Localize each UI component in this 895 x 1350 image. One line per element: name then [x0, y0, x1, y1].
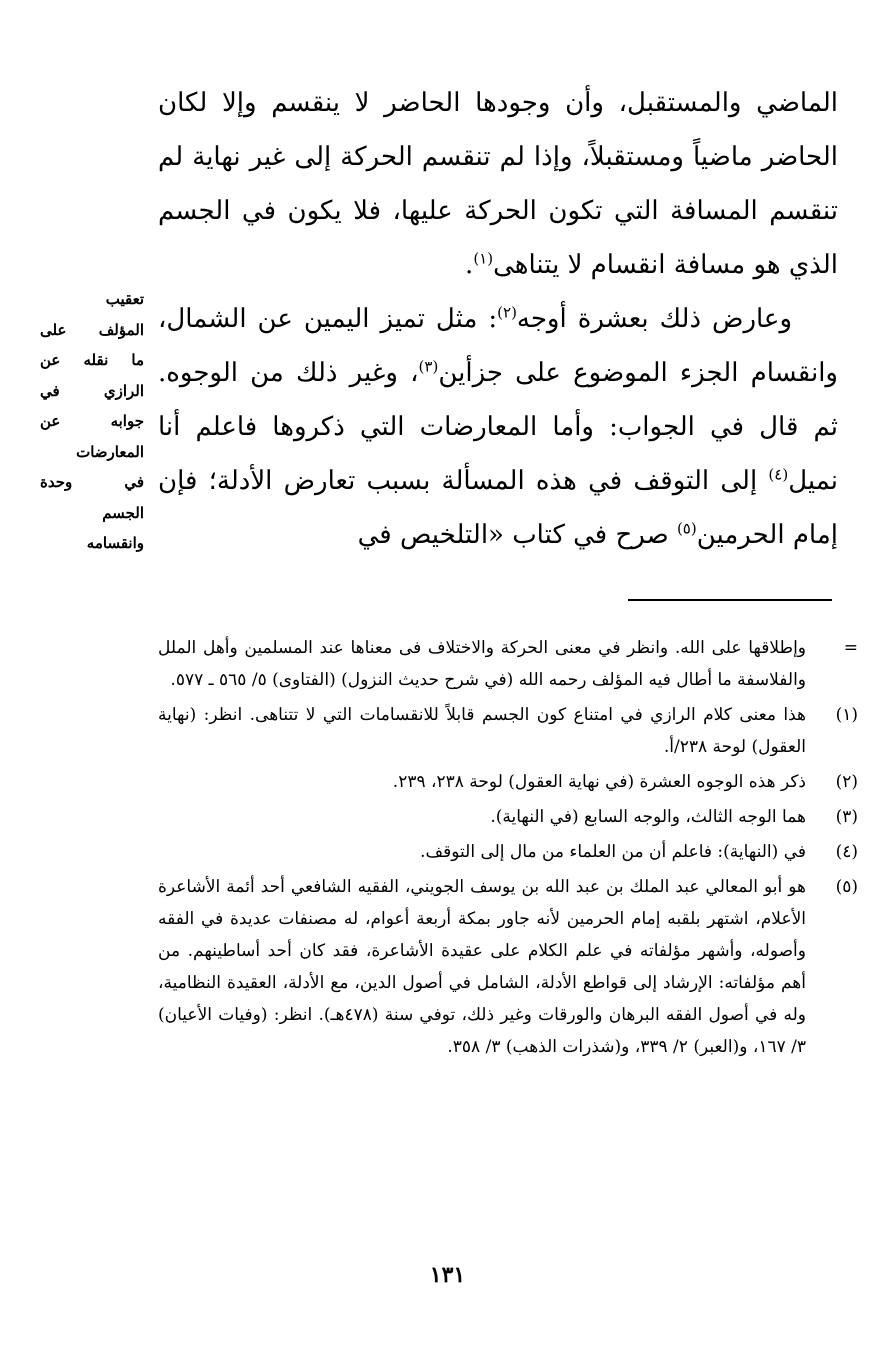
- footnote-marker: (١): [835, 705, 858, 725]
- main-text: [158, 76, 838, 562]
- footnote-5: [158, 871, 858, 1063]
- footnote-text: هذا معنى كلام الرازي في امتناع كون الجسم قابلاً للانقسامات التي لا تتناهى. انظر: (نهاية العقول) لوحة ٢٣٨/أ.: [158, 705, 806, 757]
- margin-note-line: تعقيب: [105, 290, 144, 308]
- footnote-marker: (٣): [835, 807, 858, 827]
- footnote-marker: =: [843, 638, 858, 658]
- footnote-ref-5[interactable]: (٥): [676, 519, 697, 538]
- margin-note: [40, 284, 144, 559]
- paragraph-2: [158, 292, 838, 562]
- page-number: ١٣١: [429, 1262, 466, 1288]
- footnote-ref-3[interactable]: (٣): [418, 357, 439, 376]
- footnote-3: [158, 801, 858, 833]
- margin-note-line: المعارضات: [76, 442, 144, 461]
- footnote-ref-1[interactable]: (١): [473, 249, 494, 268]
- footnote-text: هما الوجه الثالث، والوجه السابع (في النهاية).: [490, 807, 806, 827]
- footnotes: [158, 632, 858, 1066]
- footnote-marker: (٢): [835, 772, 858, 792]
- footnote-text: وإطلاقها على الله. وانظر في معنى الحركة والاختلاف فى معناها عند المسلمين وأهل الملل والفلاسفة ما أطال فيه المؤلف رحمه الله (في شرح حديث النزول) (الفتاوى) ٥/ ٥٦٥ ـ ٥٧٧.: [158, 638, 806, 690]
- margin-note-line: المؤلف على: [40, 320, 144, 339]
- footnote-marker: (٥): [835, 877, 858, 897]
- paragraph-1-end: .: [465, 250, 474, 280]
- paragraph-2-text-e: صرح في كتاب «التلخيص في: [357, 520, 677, 550]
- paragraph-1-text: الماضي والمستقبل، وأن وجودها الحاضر لا ينقسم وإلا لكان الحاضر ماضياً ومستقبلاً، وإذا لم تنقسم الحركة إلى غير نهاية لم تنقسم المسافة التي تكون الحركة عليها، فلا يكون في الجسم الذي هو مسافة انقسام لا يتناهى: [158, 88, 838, 280]
- footnote-marker: (٤): [835, 842, 858, 862]
- footnote-text: هو أبو المعالي عبد الملك بن عبد الله بن يوسف الجويني، الفقيه الشافعي أحد أئمة الأشاعرة الأعلام، اشتهر بلقبه إمام الحرمين لأنه جاور بمكة أربعة أعوام، له مصنفات عديدة في الفقه وأصوله، وأشهر مؤلفاته في علم الكلام على عقيدة الأشاعرة، فقد كان أحد أساطينهم. من أهم مؤلفاته: الإرشاد إلى قواطع الأدلة، الشامل في أصول الدين، مع الأدلة، العقيدة النظامية، وله في أصول الفقه البرهان والورقات وغير ذلك، توفي سنة (٤٧٨هـ). انظر: (وفيات الأعيان) ٣/ ١٦٧، و(العبر) ٢/ ٣٣٩، و(شذرات الذهب) ٣/ ٣٥٨.: [158, 877, 806, 1057]
- footnote-ref-4[interactable]: (٤): [768, 465, 789, 484]
- footnote-text: ذكر هذه الوجوه العشرة (في نهاية العقول) لوحة ٢٣٨، ٢٣٩.: [392, 772, 806, 792]
- paragraph-2-text-c: ، وغير ذلك من الوجوه. ثم قال في الجواب: وأما المعارضات التي ذكروها فاعلم أنا نميل: [158, 358, 838, 496]
- margin-note-line: الرازي في: [40, 381, 144, 400]
- margin-note-line: في وحدة: [40, 473, 144, 491]
- footnote-1: [158, 699, 858, 763]
- footnote-2: [158, 766, 858, 798]
- margin-note-line: الجسم: [102, 503, 144, 522]
- margin-note-line: جوابه عن: [40, 412, 144, 430]
- paragraph-1: [158, 76, 838, 292]
- paragraph-2-text-d: إلى التوقف في هذه المسألة بسبب تعارض الأدلة؛ فإن إمام الحرمين: [158, 466, 838, 550]
- paragraph-2-text-a: وعارض ذلك بعشرة أوجه: [516, 304, 792, 334]
- paragraph-2-text-b: : مثل تميز اليمين عن الشمال، وانقسام الجزء الموضوع على جزأين: [158, 304, 838, 388]
- footnote-4: [158, 836, 858, 868]
- footnote-separator: [628, 599, 832, 601]
- footnote-text: في (النهاية): فاعلم أن من العلماء من مال إلى التوقف.: [420, 842, 806, 862]
- footnote-ref-2[interactable]: (٢): [497, 303, 517, 322]
- margin-note-line: وانقسامه: [86, 534, 144, 552]
- margin-note-line: ما نقله عن: [40, 351, 144, 369]
- footnote-continuation: [158, 632, 858, 696]
